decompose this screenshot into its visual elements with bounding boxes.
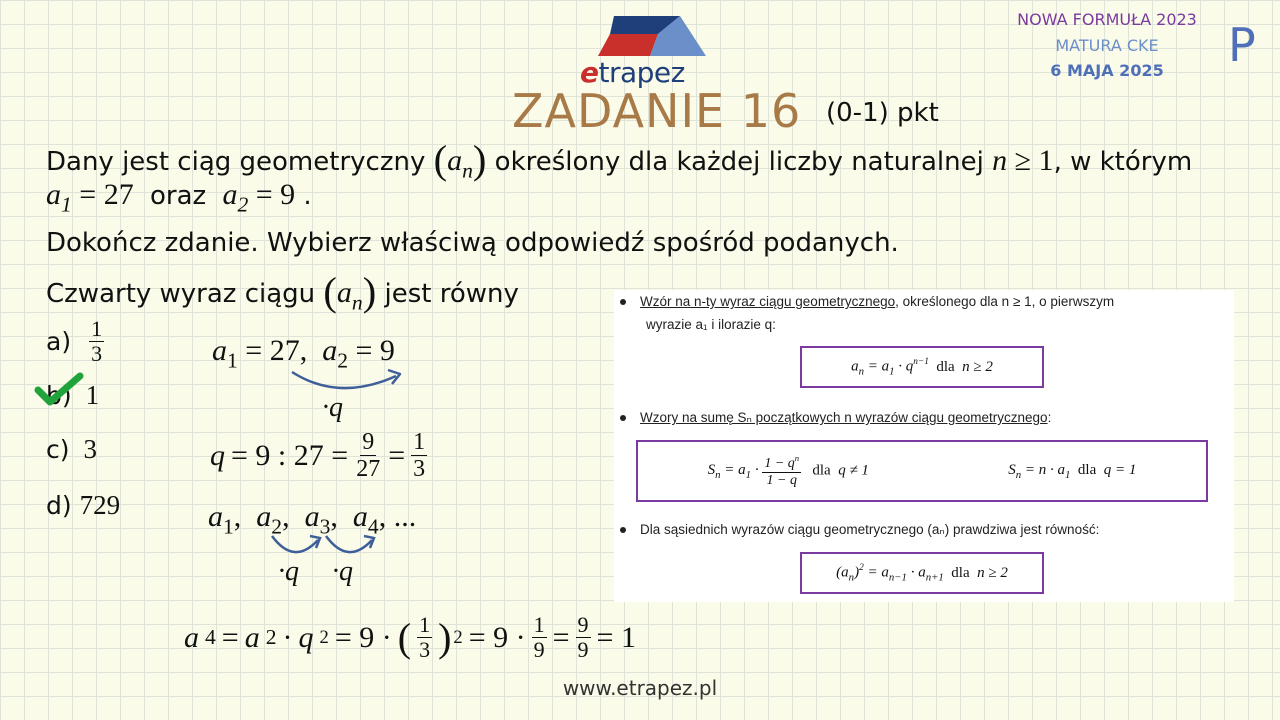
formula-item-2: Wzory na sumę Sₙ początkowych n wyrazów ciągu geometrycznego: xyxy=(620,410,1051,426)
q-calc: q = 9 : 27 = $\frac{9}{27}$ = $\frac{1}{3}$ xyxy=(210,429,426,482)
option-c-value: 3 xyxy=(83,434,97,464)
formula-item-3: Dla sąsiednich wyrazów ciągu geometrycznego (aₙ) prawdziwa jest równość: xyxy=(620,522,1099,538)
formula-sheet-panel xyxy=(614,290,1234,602)
option-d-value: 729 xyxy=(79,490,121,520)
task-title: ZADANIE 16 xyxy=(512,84,802,138)
option-d-label: d) xyxy=(46,491,72,520)
option-b-value: 1 xyxy=(85,380,100,410)
problem-line-1 xyxy=(46,136,1192,183)
option-b-label: b) xyxy=(46,381,72,410)
brand-name: etrapez xyxy=(580,56,685,89)
instruction: Dokończ zdanie. Wybierz właściwą odpowiedź spośród podanych. xyxy=(46,228,899,258)
q-label-2: ·q xyxy=(278,556,299,587)
formula-item-1: Wzór na n-ty wyraz ciągu geometrycznego, określonego dla n ≥ 1, o pierwszym xyxy=(620,294,1226,309)
n-condition: n ≥ 1 xyxy=(992,143,1054,177)
a4-calc: a 4 = a 2 · q 2 = 9 · ( $\frac{1}{3}$ ) 2 = 9 · $\frac{1}{9}$ = $\frac{9}{9}$ = 1 xyxy=(184,612,636,662)
etrapez-logo xyxy=(580,12,710,92)
option-a[interactable] xyxy=(46,318,104,365)
sequence-symbol-2: $(a_n)$ xyxy=(323,269,377,315)
level-badge: P xyxy=(1228,18,1256,72)
question-text-b: jest równy xyxy=(384,278,519,309)
trapezoid-logo-icon xyxy=(588,12,708,60)
formula-item-1-line2: wyrazie a₁ i ilorazie q: xyxy=(646,317,776,332)
arrow-icon xyxy=(284,364,414,404)
option-c[interactable] xyxy=(46,434,97,465)
question-text-a: Czwarty wyraz ciągu xyxy=(46,278,316,309)
nth-term-formula-box: $a_n = a_1 \cdot q^{n-1}$ dla n ≥ 2 xyxy=(800,346,1044,388)
task-points: (0-1) pkt xyxy=(826,98,939,128)
problem-line-2 xyxy=(46,178,312,218)
option-c-label: c) xyxy=(46,435,70,464)
sequence-symbol: $(a_n)$ xyxy=(433,137,487,183)
checkmark-icon xyxy=(34,372,84,408)
q-label-3: ·q xyxy=(332,556,353,587)
exam-name: MATURA CKE xyxy=(1055,36,1159,55)
option-a-label: a) xyxy=(46,327,72,356)
problem-text-1a: Dany jest ciąg geometryczny xyxy=(46,146,426,177)
exam-series: NOWA FORMUŁA 2023 xyxy=(1017,10,1197,29)
given-values: $a_1 = 27$, $a_2 = 9$ xyxy=(212,334,395,373)
question xyxy=(46,268,519,315)
neighbour-formula-box: $(a_n)^2 = a_{n-1} \cdot a_{n+1}$ dla n ≥ 2 xyxy=(800,552,1044,594)
a2-given: $a_2 = 9$ xyxy=(222,178,296,217)
problem-text-1b: określony dla każdej liczby naturalnej xyxy=(494,146,984,177)
option-a-value: $\frac{1}{3}$ xyxy=(91,316,103,366)
option-d[interactable] xyxy=(46,490,120,521)
problem-text-1c: , w którym xyxy=(1053,146,1193,177)
exam-date: 6 MAJA 2025 xyxy=(1050,61,1164,80)
q-label-1: ·q xyxy=(322,392,343,423)
sum-formula-box: $S_n = a_1$ · $\frac{1 - q^n}{1 - q}$ dla q ≠ 1 $S_n = n \cdot a_1$ dla q = 1 xyxy=(636,440,1208,502)
footer-link[interactable]: www.etrapez.pl xyxy=(562,676,718,700)
sequence-terms: $a_1$, $a_2$, $a_3$, $a_4$, ... xyxy=(208,500,417,539)
a1-given: $a_1 = 27$ xyxy=(46,178,134,217)
period: . xyxy=(303,181,312,211)
and-word: oraz xyxy=(149,181,207,211)
